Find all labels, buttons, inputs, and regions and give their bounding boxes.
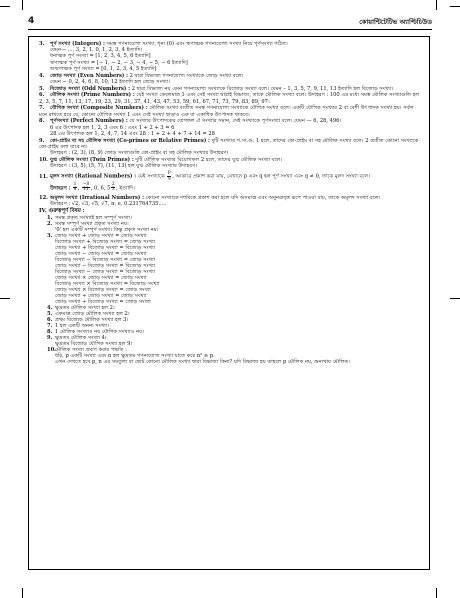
item-term: মৌলিক সংখ্যা (Prime Numbers) : — [50, 92, 135, 99]
item-text: মৌলিক সংখ্যা ব্যতীত সমস্ত গণনাযোগ্য সংখ্যাকে যৌগিক সংখ্যা বলে। একটি যৌগিক সংখ্যার 2 বা বেশী উৎপাদক সংখ্যা হয়। সর্বদা মনে রাখতে হবে যে, কোনো যৌগিক সংখ্যা 1 এবং সেই সংখ্যা ছাড়াও এক বা একাধিক উৎপাদক থাকবে। — [39, 105, 414, 118]
item-line: যেমন − 0, 2, 4, 6, 8, 10, 12 ইত্যাদি হল জোড় সংখ্যা। — [50, 78, 170, 85]
point-text: 1 মৌলিক সংখ্যাও নয় যৌগিক সংখ্যাও নয়। — [55, 329, 144, 336]
item-term: কো-প্রাইম বা সহ মৌলিক সংখ্যা (Co-primes or Relative Primes) : — [50, 137, 210, 144]
crop-mark-right-mid — [450, 298, 460, 299]
page-header — [28, 14, 432, 30]
irrational-example: উদাহরণ : √2, √3, √5, √7, π, e, 0.231764735..... — [50, 201, 167, 208]
fraction — [111, 183, 115, 193]
crop-mark-bottom-left — [22, 588, 23, 598]
point-number: 10. — [47, 347, 56, 354]
item-term: পূর্ণসংখ্যা (Perfect Numbers) : — [50, 118, 128, 125]
point-text: ক্ষুদ্রতম মৌলিক সংখ্যা 4। — [55, 335, 107, 342]
crop-mark-top-right — [436, 0, 437, 10]
item-line: 28 এর উৎপাদক হল 1, 2, 4, 7, 14 এবং 28 : 1 + 2 + 4 + 7 + 14 = 28 — [50, 130, 215, 137]
crop-mark-top-left — [22, 0, 23, 10]
point-text: এখন দেখতে হবে p, n এর সমতুল্য বা ছোট কোনো মৌলিক সংখ্যা দ্বারা বিভাজ্য কিনা? যদি বিভাজ্য হয় তাহলে p মৌলিক নয়, অন্যথায় মৌলিক। — [55, 359, 350, 366]
item-text: সমস্ত গণনাযোগ্য সংখ্যা, শূন্য (0) এবং ঋণাত্মক গণনাযোগ্য সংখ্যা নিয়ে পূর্ণসংখ্যা গঠিত। — [106, 41, 288, 47]
fraction-numerator: 1 — [73, 182, 77, 188]
page-number: 4 — [28, 16, 35, 26]
example-text: , 0, 6, 5 — [90, 185, 111, 192]
item-term: মূলদ সংখ্যা (Rational Numbers) : — [50, 173, 137, 180]
point-number: 4. — [47, 305, 53, 312]
point-text: সমস্ত প্রকৃত সংখ্যাই হল সম্পূর্ণ সংখ্যা। — [55, 215, 132, 222]
definition-item — [39, 118, 421, 137]
point-number: 7. — [47, 323, 53, 330]
point-text: জোড় সংখ্যা + জোড় সংখ্যা = জোড় সংখ্যা — [55, 233, 147, 240]
item-line: 6 এর উৎপাদক হল 1, 2, 3 এবং 6 : এবং 1 + 2 + 3 = 6 — [50, 124, 175, 131]
point-text: '0' হল একটি সম্পূর্ণ সংখ্যা। কিন্তু প্রকৃত সংখ্যা নয়। — [55, 227, 159, 234]
point-text: প্রথম বিজোড় মৌলিক সংখ্যা হল 3। — [55, 317, 129, 324]
fraction — [82, 183, 89, 193]
fraction-denominator: 11 — [83, 187, 89, 193]
content-frame — [28, 36, 430, 570]
point-text: জোড় সংখ্যা − বিজোড় সংখ্যা = বিজোড় সংখ্যা — [55, 263, 156, 270]
example-text: , ইত্যাদি। — [116, 185, 135, 192]
point-text: জোড় সংখ্যা + বিজোড় সংখ্যা = বিজোড় সংখ্যা — [55, 245, 156, 252]
item-number: 11. — [39, 173, 48, 180]
item-term: জোড় সংখ্যা (Even Numbers) : — [50, 72, 128, 79]
point-text: জোড় সংখ্যা ÷ বিজোড় সংখ্যা = জোড় সংখ্যা — [55, 299, 151, 306]
item-line: ধনাত্মক পূর্ণ সংখ্যা = [1, 2, 3, 4, 5, 6 ইত্যাদি] — [50, 53, 151, 60]
item-text: 2 দ্বারা বিভাজ্য গণনাযোগ্য সংখ্যাকে জোড় সংখ্যা বলে। — [129, 72, 244, 79]
point-text: ক্ষুদ্রতম মৌলিক সংখ্যা হল 2। — [55, 305, 115, 312]
item-term: যৌগিক সংখ্যা (Composite Numbers) : — [50, 105, 148, 112]
point-text: ক্ষুদ্রতম বিজোড় যৌগিক সংখ্যা হল 9। — [55, 341, 133, 348]
section-heading: IV. গুরুত্বপূর্ণ বিষয় : — [39, 208, 85, 215]
point-number: 6. — [47, 317, 53, 324]
item-text: যে সংখ্যার উৎপাদকের যোগফল ঐ সংখ্যার সমান, সেই সংখ্যাকে পূর্ণসংখ্যা বলে। যেমন — 6, 28, 496। — [129, 118, 342, 125]
point-item — [39, 359, 421, 365]
running-title: কোয়ান্টিটেটিভ অ্যাপ্টিচিউড — [359, 18, 432, 26]
p-over-q-fraction — [167, 171, 171, 181]
definition-item — [39, 41, 421, 72]
fraction-numerator: 2 — [111, 182, 115, 188]
definition-item — [39, 92, 421, 104]
point-number: 5. — [47, 311, 53, 318]
fraction-numerator: −8 — [82, 182, 90, 188]
point-text: বিজোড় সংখ্যা − বিজোড় সংখ্যা = জোড় সংখ্যা — [55, 257, 156, 264]
item-number: 8. — [39, 118, 45, 125]
point-number: 2. — [47, 221, 53, 228]
item-line: ঋণাত্মক পূর্ণ সংখ্যা = [− 1, − 2, − 3, − 4, − 5, − 6 ইত্যাদি] — [50, 59, 188, 66]
point-number: 8. — [47, 329, 53, 336]
point-text: বিজোড় সংখ্যা + বিজোড় সংখ্যা = জোড় সংখ্যা — [55, 239, 156, 246]
definition-item — [39, 86, 421, 92]
point-number: 3. — [47, 233, 53, 240]
fraction-denominator: 3 — [111, 187, 115, 193]
point-text: বিজোড় সংখ্যা − জোড় সংখ্যা = বিজোড় সংখ্যা — [55, 269, 156, 276]
item-number: 4. — [39, 72, 45, 79]
item-number: 12. — [39, 194, 48, 201]
item-line: যেমন— ..., 3, 2, 1, 0, 1, 2, 3, 4 ইত্যাদি। — [50, 47, 143, 54]
crop-mark-right-top — [450, 6, 460, 7]
point-text: ধরি, p একটি সংখ্যা এবং n হল ক্ষুদ্রতম গণনাযোগ্য সংখ্যা যাতে করে n² ≥ p. — [55, 353, 215, 360]
item-text: দুটি সংখ্যার গ.সা.গু. 1 হলে, তাদের কো-প্রাইম বা সহ মৌলিক সংখ্যা বলে। 2 ব্যতীত কোনো সংখ্যাকে কো-প্রাইম বলা যাবে না। — [39, 137, 419, 150]
item-number: 7. — [39, 105, 45, 112]
point-text: বিজোড় সংখ্যা × বিজোড় সংখ্যা = বিজোড় সংখ্যা — [55, 281, 160, 288]
item-text: দুটি মৌলিক সংখ্যার বিয়োগফল 2 হলে, তাদের যুগ্ম মৌলিক সংখ্যা বলে। — [135, 156, 283, 163]
crop-mark-bottom-right — [436, 588, 437, 598]
item-number: 3. — [39, 41, 45, 47]
important-points-list — [39, 215, 421, 365]
definition-item — [39, 138, 421, 157]
fraction — [73, 183, 77, 193]
point-text: মৌলিক সংখ্যা প্রমাণ করার পদ্ধতি : — [55, 347, 127, 354]
rational-example: উদাহরণ : $\frac{1}{8}$ , $\frac{-8}{11}$ , 0, 6, 5 $\frac{2}{3}$ , ইত্যাদি। — [50, 182, 135, 193]
rational-numbers-item — [39, 171, 421, 193]
item-text: যেই সংখ্যা কেবলমাত্র 1 এবং সেই সংখ্যা দ্বারাই বিভাজ্য, তাকে মৌলিক সংখ্যা বলে। উদাহরণ : 100 এর মধ্যে সমস্ত মৌলিক সংখ্যাগুলি হল 2, 3, 5, 7, 11, 13, 17, 19, 23, 29, 31, 37, 41, 43, 47, 53, 59, 61, 67, 71, 73, 79, 83, 89, 97। — [39, 92, 420, 105]
item-term: যুগ্ম মৌলিক সংখ্যা (Twin Primes) : — [50, 156, 134, 163]
definition-list — [39, 41, 421, 169]
crop-mark-left-top — [0, 6, 10, 7]
point-text: জোড় সংখ্যা × বিজোড় সংখ্যা = জোড় সংখ্যা — [55, 287, 151, 294]
item-text: কোনো সংখ্যাকে দশমিকে প্রকাশ করা হলে যদি অসমাপ্ত এবং অনুনরাবৃত্ত রূপে পাওয়া যায়, তাকে অমূলদ সংখ্যা বলে। — [145, 194, 381, 201]
item-number: 6. — [39, 92, 45, 99]
item-line: অঋণাত্মক পূর্ণ সংখ্যা = [0, 1, 2, 3, 4, 5 ইত্যাদি] — [50, 65, 157, 72]
irrational-numbers-item — [39, 195, 421, 207]
point-number: 9. — [47, 335, 53, 342]
crop-mark-left-mid — [0, 298, 10, 299]
item-line: উদাহরণ : (3, 5), (5, 7), (11, 13) হল যুগ্ম মৌলিক সংখ্যার উদাহরণ। — [50, 163, 198, 170]
item-text: , আকারে প্রকাশ করা যায়, যেখানে p এবং q হল পূর্ণ সংখ্যা এবং q ≠ 0, তাকে মূলদ সংখ্যা বলে। — [172, 173, 371, 180]
point-number: 1. — [47, 215, 53, 222]
definition-item — [39, 73, 421, 85]
point-text: জোড় সংখ্যা × জোড় সংখ্যা = জোড় সংখ্যা — [55, 275, 147, 282]
point-text: জোড় সংখ্যা − জোড় সংখ্যা = জোড় সংখ্যা — [55, 251, 147, 258]
fraction-denominator: 8 — [73, 187, 77, 193]
item-term: পূর্ণ সংখ্যা (Integers) : — [50, 41, 105, 47]
point-text: 1 হল একটি অনন্য সংখ্যা। — [55, 323, 109, 330]
fraction-numerator: p — [167, 170, 171, 176]
item-line: উদাহরণ : (2, 3), (8, 9) জোড় সংখ্যাগুলি কো-প্রাইম বা সহ মৌলিক সংখ্যার উদাহরণ। — [50, 150, 229, 157]
point-text: সমস্ত সম্পূর্ণ সংখ্যা প্রকৃত সংখ্যা নয়। — [55, 221, 129, 228]
item-text: 2 দ্বারা বিভাজ্য নয় এমন গণনাযোগ্য সংখ্যাকে বিজোড় সংখ্যা বলে। যেমন – 1, 3, 5, 7, 9, 11, 13 ইত্যাদি হল বিজোড় সংখ্যা। — [131, 85, 394, 92]
point-text: একমাত্র জোড় মৌলিক সংখ্যা হল 2। — [55, 311, 130, 318]
definition-item — [39, 105, 421, 117]
item-term: অমূলদ সংখ্যা (Irrational Numbers) : — [50, 194, 144, 201]
fraction-denominator: q — [167, 175, 171, 181]
item-text: যেই সংখ্যাকে — [137, 173, 165, 180]
item-number: 10. — [39, 156, 48, 163]
example-label: উদাহরণ : — [50, 185, 71, 192]
definition-item — [39, 157, 421, 169]
item-number: 5. — [39, 85, 45, 92]
item-term: বিজোড় সংখ্যা (Odd Numbers) : — [50, 85, 131, 92]
header-rule — [28, 29, 432, 30]
point-text: জোড় সংখ্যা ÷ জোড় সংখ্যা = জোড় সংখ্যা — [55, 293, 147, 300]
item-number: 9. — [39, 137, 45, 144]
